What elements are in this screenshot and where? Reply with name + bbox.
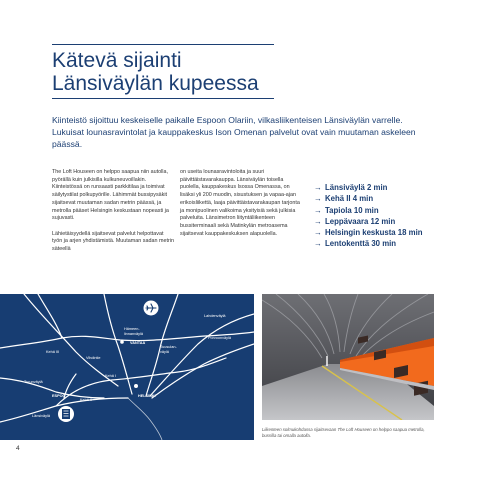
- travel-time-item: [314, 238, 423, 249]
- map-label-porvoonvayla: Porvoonväylä: [208, 336, 232, 340]
- arrow-right-icon: →: [314, 228, 322, 238]
- title-bottom-rule: [52, 98, 274, 99]
- map-label-helsinki: HELSINKI: [138, 394, 156, 398]
- map-label-lansivayla: Länsiväylä: [32, 414, 50, 418]
- page-number: 4: [16, 445, 20, 452]
- map-label-keha-ii: Kehä II: [80, 398, 93, 402]
- travel-time-text: Kehä II 4 min: [325, 194, 374, 204]
- photo-caption: Liikenteen solmukohdassa sijaitsevaan The Loft Houseen on helppo saapua metrolla, bussilla tai omalla autolla.: [262, 427, 425, 439]
- map-label-keha-i: Kehä I: [105, 374, 116, 378]
- road-vihdintie: [24, 294, 118, 386]
- map-label-espoo: ESPOO: [52, 394, 66, 398]
- map-label-turunvayla: Turunväylä: [24, 380, 43, 384]
- title-top-rule: [52, 44, 274, 45]
- metro-station-illustration: [262, 294, 434, 420]
- location-map: [0, 294, 254, 440]
- building-icon: [58, 406, 74, 422]
- travel-time-text: Helsingin keskusta 18 min: [325, 228, 423, 238]
- body-column-2: [180, 169, 302, 246]
- body-paragraph: Lähietäisyydellä sijaitsevat palvelut helpottavat työn ja arjen yhdistämistä. Muutaman sadan metrin säteellä: [52, 230, 174, 253]
- travel-time-item: [314, 182, 423, 193]
- page-title-line-2: Länsiväylän kupeessa: [52, 72, 259, 95]
- travel-time-item: [314, 193, 423, 204]
- helsinki-marker: [134, 384, 138, 388]
- travel-time-text: Tapiola 10 min: [325, 205, 379, 215]
- map-label-hameenlinnanvayla: Hämeen- linnanväylä: [124, 327, 143, 336]
- arrow-right-icon: →: [314, 183, 322, 192]
- map-label-vantaa: VANTAA: [130, 341, 146, 345]
- coast-line: [128, 398, 162, 440]
- page-title: [52, 49, 259, 95]
- arrow-right-icon: →: [314, 205, 322, 215]
- road-lahdenvayla: [150, 314, 254, 396]
- vantaa-marker: [120, 340, 124, 344]
- body-paragraph: on useita lounasravintoloita ja suuri päivittäistavarakauppa. Länsiväylän toisella puolella, kauppakeskus Isossa Omenassa, on lisäksi yli 200 muodin, sisustuksen ja vapaa-ajan erikoisliikettä, laaja päivittäistavarakaupan tarjonta ja monipuolinen valikoima yksityisiä sekä julkisia palveluita. Länsimetron liityntäliikenteen bussiterminaali sekä Matinkylän metroasema sijaitsevat kauppakeskuksen alapuolella.: [180, 169, 300, 237]
- airplane-icon: [144, 301, 159, 316]
- metro-station-photo: [262, 294, 434, 420]
- arrow-right-icon: →: [314, 239, 322, 249]
- travel-time-item: [314, 227, 423, 238]
- travel-time-list: [314, 182, 423, 250]
- arrow-right-icon: →: [314, 216, 322, 226]
- body-column-1: [52, 169, 174, 261]
- travel-time-item: [314, 216, 423, 227]
- travel-time-text: Leppävaara 12 min: [325, 216, 396, 226]
- travel-time-text: Lentokenttä 30 min: [325, 239, 397, 249]
- map-label-lahdenvayla: Lahdenväylä: [204, 314, 226, 318]
- lead-paragraph: Kiinteistö sijoittuu keskeiselle paikalle Espoon Olariin, vilkasliikenteisen Länsiväylän varrelle. Lukuisat lounasravintolat ja kauppakeskus Ison Omenan palvelut ovat vain muutaman askeleen päässä.: [52, 115, 416, 150]
- travel-time-item: [314, 205, 423, 216]
- road-north: [38, 294, 62, 338]
- page-title-line-1: Kätevä sijainti: [52, 49, 182, 72]
- travel-time-text: Länsiväylä 2 min: [325, 183, 388, 192]
- map-label-vihdintie: Vihdintie: [86, 356, 101, 360]
- map-label-keha-iii: Kehä III: [46, 350, 60, 354]
- map-label-tuusulanvayla: Tuusulan- väylä: [160, 345, 177, 354]
- body-paragraph: The Loft Houseen on helppo saapua niin autolla, pyörällä kuin julkisilla kulkuneuvoillakin. Kiinteistössä on runsaasti parkkitilaa ja toimivat säilytystilat polkupyörille. Lähimmät bussipysäkit sijaitsevat muutaman sadan metrin päässä, ja metrolla pääset Helsingin keskustaan nopeasti ja sujuvasti.: [52, 169, 169, 222]
- arrow-right-icon: →: [314, 194, 322, 204]
